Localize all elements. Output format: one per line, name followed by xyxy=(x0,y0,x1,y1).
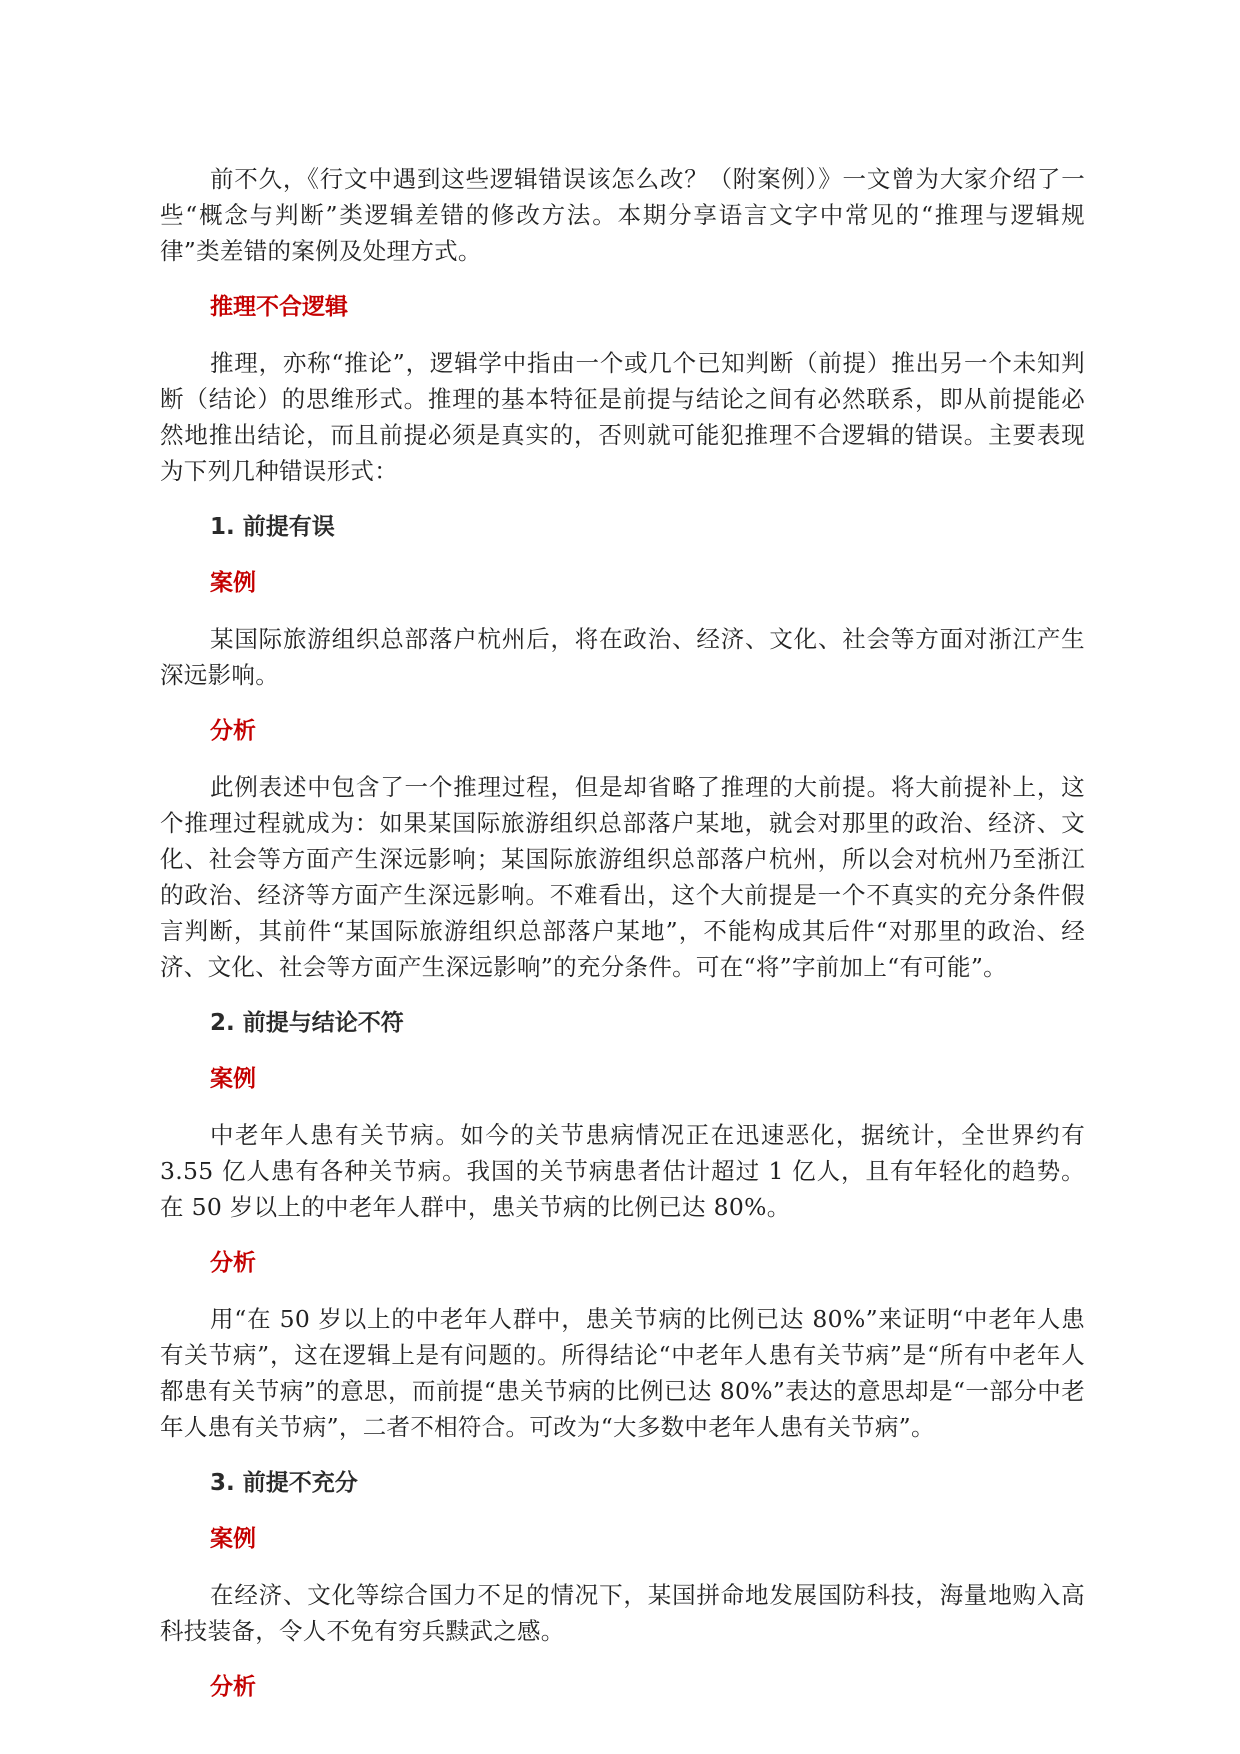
analysis-label: 分析 xyxy=(210,718,256,744)
analysis-label: 分析 xyxy=(210,1674,256,1700)
subsection-heading: 2. 前提与结论不符 xyxy=(210,1010,404,1036)
subsection-heading: 1. 前提有误 xyxy=(210,514,335,540)
section-body: 推理，亦称“推论”，逻辑学中指由一个或几个已知判断（前提）推出另一个未知判断（结论）的思维形式。推理的基本特征是前提与结论之间有必然联系，即从前提能必然地推出结论，而且前提必须是真实的，否则就可能犯推理不合逻辑的错误。主要表现为下列几种错误形式： xyxy=(160,349,1085,485)
section-heading: 推理不合逻辑 xyxy=(210,294,348,320)
case-label: 案例 xyxy=(210,570,256,596)
case-paragraph: 在经济、文化等综合国力不足的情况下，某国拼命地发展国防科技，海量地购入高科技装备，令人不免有穷兵黩武之感。 xyxy=(160,1581,1085,1645)
case-paragraph: 中老年人患有关节病。如今的关节患病情况正在迅速恶化，据统计，全世界约有 3.55 亿人患有各种关节病。我国的关节病患者估计超过 1 亿人，且有年轻化的趋势。在 50 岁以上的中老年人群中，患关节病的比例已达 80%。 xyxy=(160,1121,1085,1221)
case-label: 案例 xyxy=(210,1526,256,1552)
intro-paragraph: 前不久，《行文中遇到这些逻辑错误该怎么改？（附案例）》一文曾为大家介绍了一些“概念与判断”类逻辑差错的修改方法。本期分享语言文字中常见的“推理与逻辑规律”类差错的案例及处理方式。 xyxy=(160,165,1085,265)
case-paragraph: 某国际旅游组织总部落户杭州后，将在政治、经济、文化、社会等方面对浙江产生深远影响。 xyxy=(160,625,1085,689)
analysis-paragraph: 用“在 50 岁以上的中老年人群中，患关节病的比例已达 80%”来证明“中老年人患有关节病”，这在逻辑上是有问题的。所得结论“中老年人患有关节病”是“所有中老年人都患有关节病”的意思，而前提“患关节病的比例已达 80%”表达的意思却是“一部分中老年人患有关节病”，二者不相符合。可改为“大多数中老年人患有关节病”。 xyxy=(160,1305,1085,1441)
case-label: 案例 xyxy=(210,1066,256,1092)
document-page xyxy=(160,161,1085,1725)
subsection-heading: 3. 前提不充分 xyxy=(210,1470,358,1496)
analysis-paragraph: 此例表述中包含了一个推理过程，但是却省略了推理的大前提。将大前提补上，这个推理过程就成为：如果某国际旅游组织总部落户某地，就会对那里的政治、经济、文化、社会等方面产生深远影响；某国际旅游组织总部落户杭州，所以会对杭州乃至浙江的政治、经济等方面产生深远影响。不难看出，这个大前提是一个不真实的充分条件假言判断，其前件“某国际旅游组织总部落户某地”，不能构成其后件“对那里的政治、经济、文化、社会等方面产生深远影响”的充分条件。可在“将”字前加上“有可能”。 xyxy=(160,773,1085,981)
analysis-label: 分析 xyxy=(210,1250,256,1276)
